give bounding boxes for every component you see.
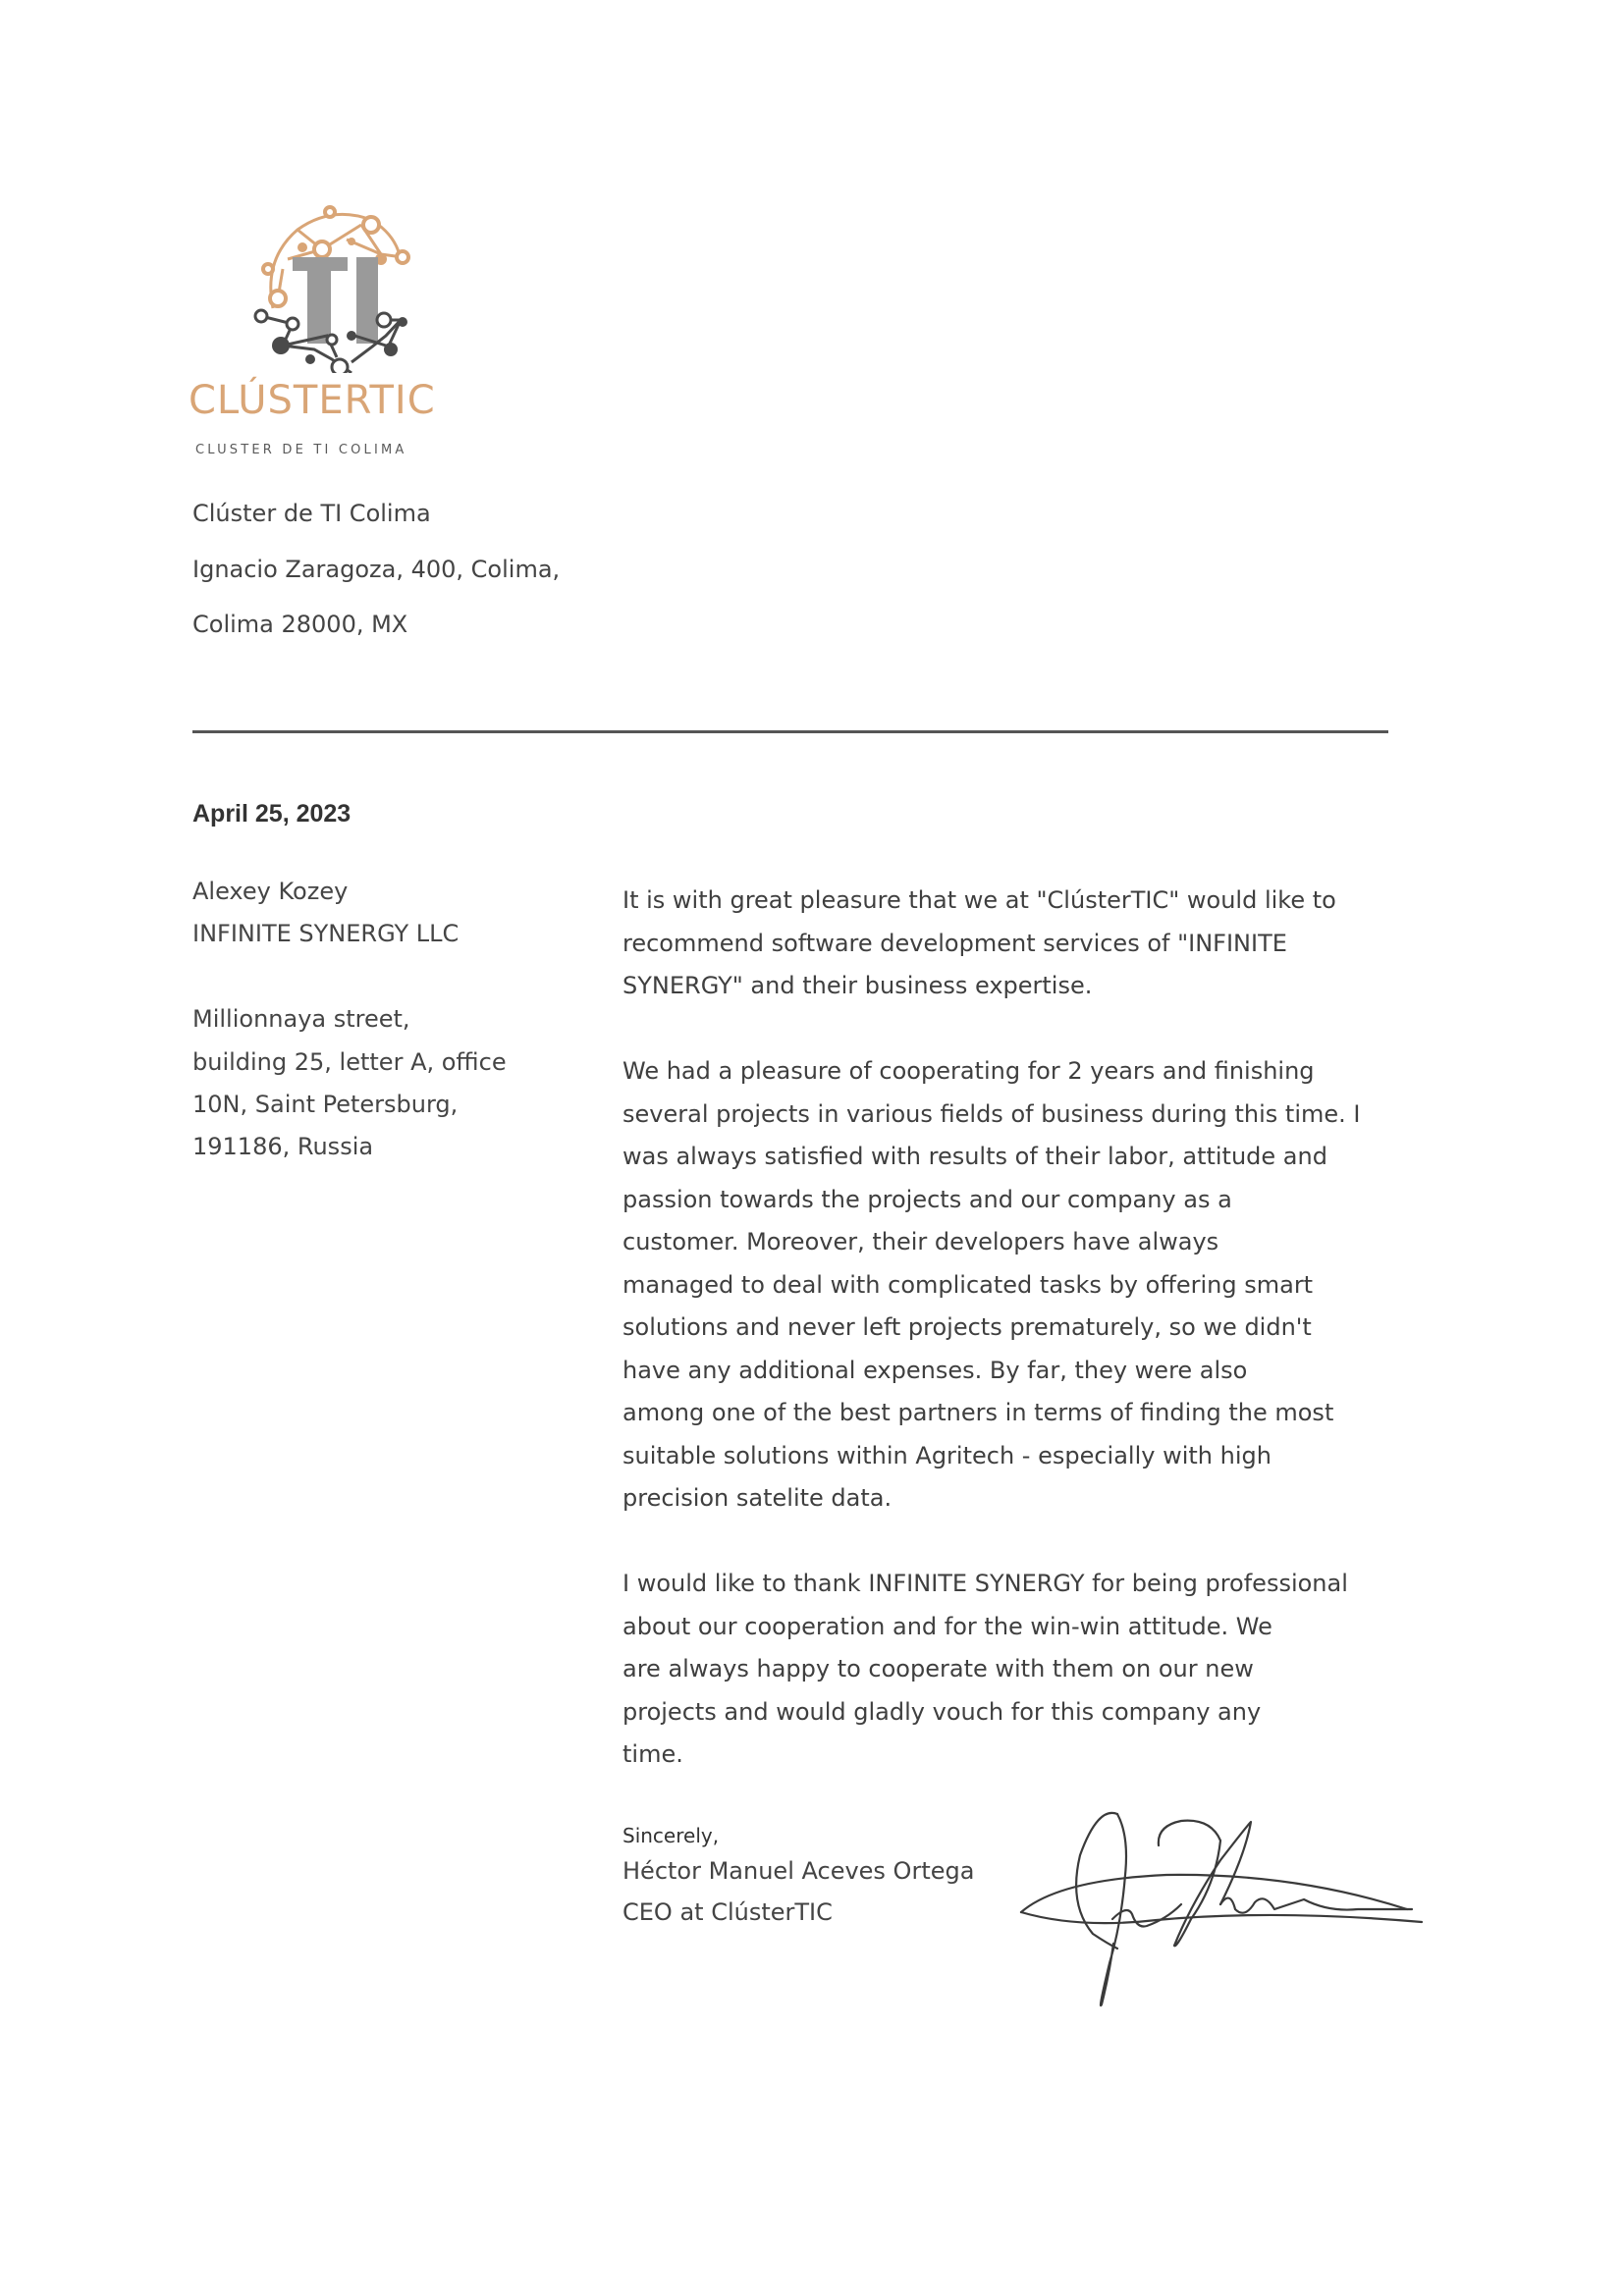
body-line: among one of the best partners in terms of finding the most — [622, 1399, 1334, 1426]
recipient-address-line: Millionnaya street, — [192, 1005, 410, 1033]
body-paragraph — [622, 880, 1408, 1008]
body-line: I would like to thank INFINITE SYNERGY for being professional — [622, 1570, 1348, 1597]
closing-block — [622, 1821, 974, 1933]
letter-body — [622, 880, 1408, 1819]
recipient-address-line: 191186, Russia — [192, 1133, 374, 1160]
body-line: about our cooperation and for the win-win attitude. We — [622, 1612, 1272, 1640]
body-line: solutions and never left projects prematurely, so we didn't — [622, 1313, 1312, 1341]
body-line: customer. Moreover, their developers have always — [622, 1228, 1219, 1255]
body-line: It is with great pleasure that we at "ClústerTIC" would like to — [622, 886, 1336, 914]
body-line: are always happy to cooperate with them on our new — [622, 1655, 1254, 1682]
recipient-address-line: building 25, letter A, office — [192, 1048, 507, 1076]
body-line: recommend software development services of "INFINITE — [622, 929, 1287, 957]
body-line: was always satisfied with results of their labor, attitude and — [622, 1143, 1327, 1170]
recipient-company: INFINITE SYNERGY LLC — [192, 920, 460, 947]
body-paragraph — [622, 1563, 1408, 1777]
body-line: several projects in various fields of business during this time. I — [622, 1099, 1361, 1128]
body-line: managed to deal with complicated tasks by offering smart — [622, 1270, 1314, 1299]
company-wordmark: CLÚSTERTIC — [189, 378, 436, 423]
body-line: passion towards the projects and our company as a — [622, 1185, 1232, 1213]
handwritten-signature-icon — [1019, 1796, 1436, 2012]
sender-address-line: Clúster de TI Colima — [192, 500, 431, 527]
letter-date: April 25, 2023 — [192, 800, 352, 828]
sender-address-line: Colima 28000, MX — [192, 611, 408, 638]
recipient-address-line: 10N, Saint Petersburg, — [192, 1091, 459, 1118]
body-line: time. — [622, 1740, 683, 1768]
header-divider — [192, 730, 1388, 733]
body-line: have any additional expenses. By far, they were also — [622, 1356, 1248, 1384]
recipient-name: Alexey Kozey — [192, 878, 349, 905]
signer-title: CEO at ClústerTIC — [622, 1898, 833, 1926]
sender-address-line: Ignacio Zaragoza, 400, Colima, — [192, 556, 561, 583]
clustertic-logo-icon — [253, 200, 410, 373]
company-tagline: CLUSTER DE TI COLIMA — [195, 443, 407, 457]
body-paragraph — [622, 1050, 1408, 1521]
closing-salutation: Sincerely, — [622, 1824, 720, 1847]
body-line: suitable solutions within Agritech - especially with high — [622, 1441, 1271, 1469]
body-line: We had a pleasure of cooperating for 2 years and finishing — [622, 1057, 1315, 1085]
body-line: precision satelite data. — [622, 1484, 893, 1512]
body-line: SYNERGY" and their business expertise. — [622, 972, 1093, 999]
signer-name: Héctor Manuel Aceves Ortega — [622, 1857, 975, 1885]
body-line: projects and would gladly vouch for this company any — [622, 1697, 1262, 1726]
